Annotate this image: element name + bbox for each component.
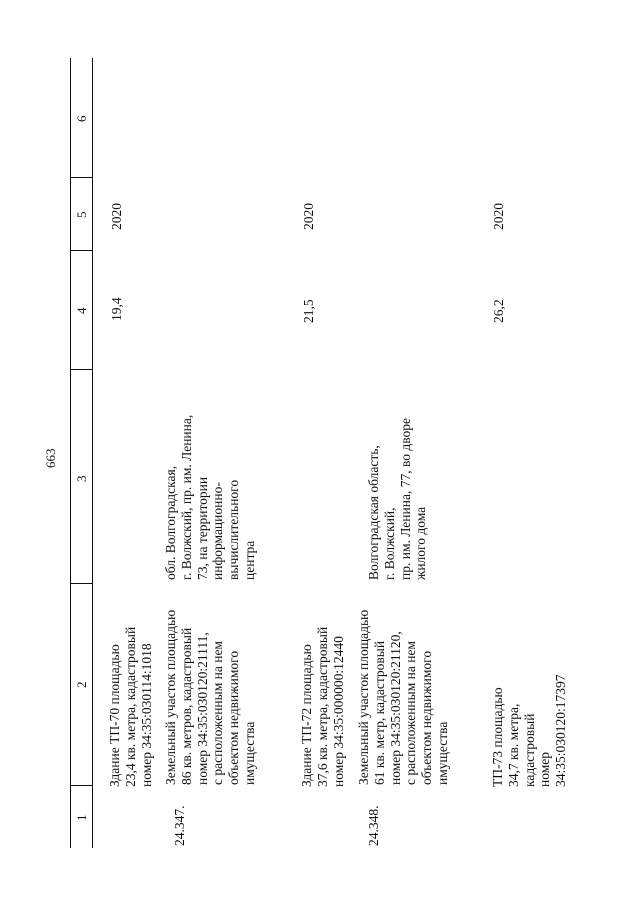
row-4-number: 24.348.	[366, 805, 381, 846]
row-3-value: 21,5	[301, 299, 316, 323]
row-1-year: 2020	[109, 203, 124, 230]
row-5-year: 2020	[491, 203, 506, 230]
row-5-value: 26,2	[491, 299, 506, 323]
col-sep-3-2	[70, 583, 92, 584]
col-sep-4-3	[70, 369, 92, 370]
col-sep-2-1	[70, 785, 92, 786]
col-sep-6-5	[70, 177, 92, 178]
row-2-address: обл. Волгоградская, г. Волжский, пр. им. Ленина, 73, на территории информационно- вычислительного центра	[163, 414, 257, 580]
col-number-2: 2	[74, 681, 89, 688]
table-header-rule	[92, 58, 93, 848]
row-2-description: Земельный участок площадью 86 кв. метров, кадастровый номер 34:35:030120:21111, с расположенным на нем объектом недвижимого имущества	[163, 609, 257, 785]
row-2-number: 24.347.	[172, 805, 187, 846]
row-3-description: Здание ТП-72 площадью 37,6 кв. метра, кадастровый номер 34:35:000000:12440	[299, 626, 346, 787]
row-1-value: 19,4	[109, 297, 124, 321]
page-number: 663	[43, 448, 58, 468]
col-number-6: 6	[74, 115, 89, 122]
col-number-4: 4	[74, 307, 89, 314]
col-number-5: 5	[74, 211, 89, 218]
row-3-year: 2020	[301, 203, 316, 230]
col-number-3: 3	[74, 475, 89, 482]
row-4-address: Волгоградская область, г. Волжский, пр. им. Ленина, 77, во дворе жилого дома	[366, 417, 429, 580]
row-4-description: Земельный участок площадью 61 кв. метр, кадастровый номер 34:35:030120:21120, с расположенным на нем объектом недвижимого имущества	[356, 609, 450, 785]
row-5-description: ТП-73 площадью 34,7 кв. метра, кадастровый номер 34:35:030120:17397	[490, 674, 569, 787]
col-number-1: 1	[74, 814, 89, 821]
row-1-description: Здание ТП-70 площадью 23,4 кв. метра, кадастровый номер 34:35:030114:1018	[107, 626, 154, 787]
col-sep-5-4	[70, 250, 92, 251]
